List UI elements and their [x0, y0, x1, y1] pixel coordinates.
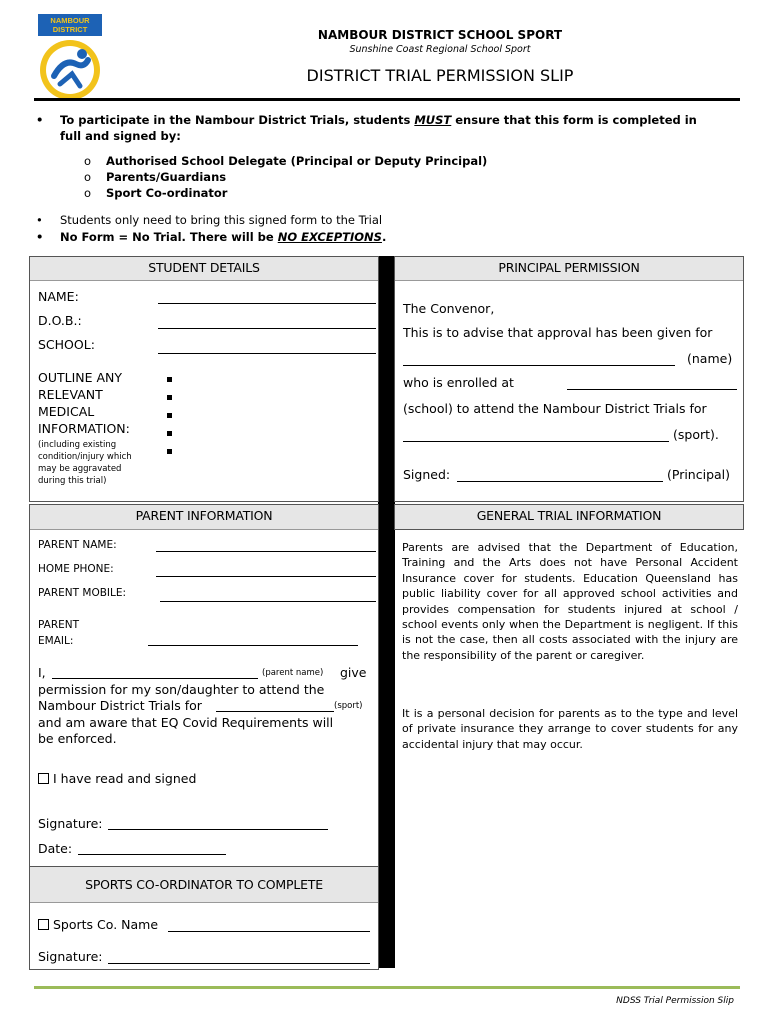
signer-label: Parents/Guardians: [106, 170, 227, 184]
medical-bullets: [167, 377, 172, 454]
dob-field[interactable]: [158, 328, 376, 329]
school-label: SCHOOL:: [38, 337, 95, 352]
nambour-district-logo: [38, 14, 102, 104]
intro-bullet-3-text: No Form = No Trial. There will be: [60, 230, 278, 244]
parent-information-heading: PARENT INFORMATION: [30, 505, 378, 530]
intro-bullet-2: • Students only need to bring this signed form to the Trial: [36, 213, 383, 227]
medical-label-line: MEDICAL: [38, 404, 95, 419]
covid-text: and am aware that EQ Covid Requirements will: [38, 715, 334, 730]
sports-coordinator-heading: SPORTS CO-ORDINATOR TO COMPLETE: [30, 867, 378, 903]
student-details-section: [29, 256, 379, 502]
school-trials-text: (school) to attend the Nambour District Trials for: [403, 401, 707, 416]
name-field[interactable]: [158, 303, 376, 304]
medical-label-line: OUTLINE ANY: [38, 370, 123, 385]
parent-email-field[interactable]: [148, 645, 358, 646]
signer-label: Sport Co-ordinator: [106, 186, 228, 200]
general-trial-information-heading: GENERAL TRIAL INFORMATION: [395, 505, 743, 529]
coordinator-signature-field[interactable]: [108, 963, 370, 964]
sports-coordinator-section: [29, 866, 379, 970]
approval-text: This is to advise that approval has been given for: [403, 325, 713, 340]
email-label-line: PARENT: [38, 619, 80, 631]
medical-bullet: [167, 377, 172, 382]
email-label-line: EMAIL:: [38, 635, 74, 647]
note-line: during this trial): [38, 476, 107, 486]
parent-signature-field[interactable]: [108, 829, 328, 830]
convenor-text: The Convenor,: [403, 301, 495, 316]
principal-caption: (Principal): [667, 467, 731, 482]
home-phone-field[interactable]: [156, 576, 376, 577]
footer-text: NDSS Trial Permission Slip: [616, 996, 734, 1006]
sports-co-checkbox[interactable]: [38, 919, 49, 930]
signed-label: Signed:: [403, 467, 451, 482]
give-text: give: [340, 665, 367, 680]
coordinator-signature-label: Signature:: [38, 949, 103, 964]
parent-name-label: PARENT NAME:: [38, 539, 117, 551]
date-field[interactable]: [78, 854, 226, 855]
sports-co-name-label: Sports Co. Name: [53, 917, 159, 932]
list-marker: o: [84, 186, 92, 200]
note-line: may be aggravated: [38, 464, 122, 474]
student-details-heading: STUDENT DETAILS: [30, 257, 378, 281]
sports-co-name-row[interactable]: [38, 917, 158, 932]
read-signed-checkbox-row[interactable]: [38, 771, 196, 786]
trial-sport-field[interactable]: [403, 441, 669, 442]
column-separator: [378, 256, 395, 968]
permission-text: permission for my son/daughter to attend the: [38, 682, 325, 697]
signer-item: [84, 169, 487, 185]
intro-text: To participate in the Nambour District Trials, students: [60, 113, 415, 127]
name-caption: (name): [687, 351, 733, 366]
org-subtitle: Sunshine Coast Regional School Sport: [349, 44, 531, 55]
general-trial-information-header-box: [394, 504, 744, 530]
list-marker: o: [84, 154, 92, 168]
principal-signature-field[interactable]: [457, 481, 663, 482]
sport-caption-small: (sport): [334, 701, 363, 711]
medical-label-line: RELEVANT: [38, 387, 103, 402]
read-signed-label: I have read and signed: [53, 771, 197, 786]
intro-text-cont: ensure that this form is completed in: [451, 113, 697, 127]
medical-info-note: [38, 439, 132, 487]
principal-permission-heading: PRINCIPAL PERMISSION: [395, 257, 743, 281]
intro-text-line2: full and signed by:: [60, 129, 181, 143]
i-text: I,: [38, 665, 46, 680]
parent-mobile-field[interactable]: [160, 601, 376, 602]
dob-label: D.O.B.:: [38, 313, 82, 328]
must-emphasis: MUST: [414, 113, 452, 127]
medical-bullet: [167, 431, 172, 436]
footer-rule: [34, 986, 740, 989]
insurance-paragraph: Parents are advised that the Department of Education, Training and the Arts does not have Personal Accident Insurance cover for students. Education Queensland has public liability cover for all approved school activities and provides compensation for students injured at school / school events only when the Department is negligent. If this is not the case, then all costs associated with the injury are the responsibility of the parent or caregiver.: [402, 541, 738, 662]
read-signed-checkbox[interactable]: [38, 773, 49, 784]
private-insurance-paragraph: It is a personal decision for parents as to the type and level of private insurance they arrange to cover students for any accidental injury that may occur.: [402, 707, 738, 751]
parent-information-section: [29, 504, 379, 866]
medical-bullet: [167, 395, 172, 400]
logo-text-line2: DISTRICT: [52, 25, 88, 34]
consent-parent-name-field[interactable]: [52, 678, 258, 679]
enrolled-text: who is enrolled at: [403, 375, 514, 390]
org-name: NAMBOUR DISTRICT SCHOOL SPORT: [317, 28, 563, 42]
signer-list: [84, 153, 487, 201]
name-label: NAME:: [38, 289, 79, 304]
no-exceptions-emphasis: NO EXCEPTIONS: [277, 230, 382, 244]
intro-bullet-1: • To participate in the Nambour District Trials, students MUST ensure that this form is completed in full and signed by:: [36, 113, 697, 143]
sport-caption: (sport).: [673, 427, 719, 442]
medical-label-line: INFORMATION:: [38, 421, 130, 436]
enrolled-school-field[interactable]: [567, 389, 737, 390]
enforced-text: be enforced.: [38, 731, 117, 746]
note-line: condition/injury which: [38, 452, 132, 462]
signer-item: [84, 185, 487, 201]
home-phone-label: HOME PHONE:: [38, 563, 114, 575]
school-field[interactable]: [158, 353, 376, 354]
intro-bullet-2-text: Students only need to bring this signed form to the Trial: [60, 213, 383, 227]
logo-text-line1: NAMBOUR: [50, 16, 90, 25]
note-line: (including existing: [38, 440, 117, 450]
parent-name-field[interactable]: [156, 551, 376, 552]
principal-permission-section: [394, 256, 744, 502]
list-marker: o: [84, 170, 92, 184]
parent-signature-label: Signature:: [38, 816, 103, 831]
parent-email-label: [38, 617, 79, 649]
parent-name-caption: (parent name): [262, 668, 324, 678]
date-label: Date:: [38, 841, 73, 856]
sports-co-name-field[interactable]: [168, 931, 370, 932]
consent-sport-field[interactable]: [216, 711, 334, 712]
trials-for-text: Nambour District Trials for: [38, 698, 202, 713]
page-title: DISTRICT TRIAL PERMISSION SLIP: [306, 66, 574, 85]
intro-bullet-3: • No Form = No Trial. There will be NO EXCEPTIONS.: [36, 230, 387, 244]
signer-label: Authorised School Delegate (Principal or Deputy Principal): [106, 154, 488, 168]
signer-item: [84, 153, 487, 169]
medical-bullet: [167, 449, 172, 454]
medical-bullet: [167, 413, 172, 418]
parent-mobile-label: PARENT MOBILE:: [38, 587, 127, 599]
medical-info-label: [38, 369, 130, 437]
header-rule: [34, 98, 740, 101]
student-name-field[interactable]: [403, 365, 675, 366]
intro-bullet-3-end: .: [381, 230, 387, 244]
